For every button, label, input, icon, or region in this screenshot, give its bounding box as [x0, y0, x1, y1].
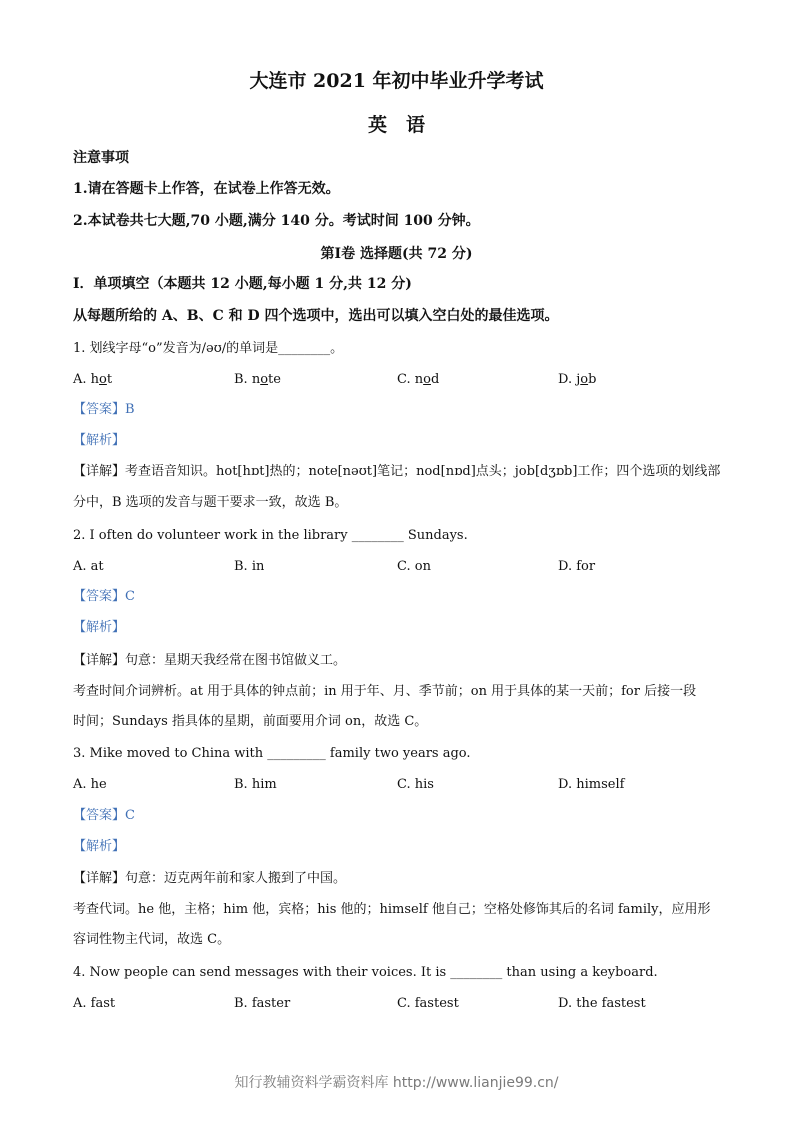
- q2-analysis-label: 【解析】: [73, 620, 126, 635]
- q4-option-b: B. faster: [234, 996, 291, 1011]
- q2-stem: 2. I often do volunteer work in the library ________ Sundays.: [73, 528, 468, 543]
- notes-heading: 注意事项: [73, 150, 129, 166]
- q1-option-c: C. nod: [397, 372, 440, 387]
- q3-option-a: A. he: [73, 777, 107, 792]
- q3-analysis-label: 【解析】: [73, 839, 126, 854]
- q2-detail-line3: 时间；Sundays 指具体的星期，前面要用介词 on，故选 C。: [73, 714, 428, 729]
- subject-title: 英 语: [367, 114, 425, 136]
- note-1: 1.请在答题卡上作答，在试卷上作答无效。: [73, 181, 340, 197]
- q4-option-c: C. fastest: [397, 996, 459, 1011]
- q3-answer: 【答案】C: [73, 808, 135, 823]
- q1-stem: 1. 划线字母“o”发音为/əʊ/的单词是________。: [73, 341, 344, 356]
- q1-analysis-label: 【解析】: [73, 433, 126, 448]
- q3-detail-line2: 考查代词。he 他，主格；him 他，宾格；his 他的；himself 他自己；空格处修饰其后的名词 family，应用形: [73, 902, 711, 917]
- q3-option-b: B. him: [234, 777, 277, 792]
- q3-stem: 3. Mike moved to China with _________ family two years ago.: [73, 746, 471, 761]
- part-title: 第Ⅰ卷 选择题(共 72 分): [320, 246, 473, 262]
- q1-option-d: D. job: [558, 372, 597, 387]
- section-title: Ⅰ．单项填空（本题共 12 小题,每小题 1 分,共 12 分): [73, 276, 412, 292]
- q3-option-c: C. his: [397, 777, 434, 792]
- q1-answer: 【答案】B: [73, 402, 135, 417]
- q2-detail-line2: 考查时间介词辨析。at 用于具体的钟点前；in 用于年、月、季节前；on 用于具体的某一天前；for 后接一段: [73, 684, 697, 699]
- note-2: 2.本试卷共七大题,70 小题,满分 140 分。考试时间 100 分钟。: [73, 213, 480, 229]
- q2-option-b: B. in: [234, 559, 265, 574]
- q4-option-d: D. the fastest: [558, 996, 646, 1011]
- q2-option-d: D. for: [558, 559, 596, 574]
- q4-stem: 4. Now people can send messages with their voices. It is ________ than using a keyboard.: [73, 965, 658, 980]
- exam-title: 大连市 2021 年初中毕业升学考试: [249, 70, 544, 92]
- footer-watermark: 知行教辅资料学霸资料库 http://www.lianjie99.cn/: [234, 1075, 559, 1091]
- q1-detail-line2: 分中，B 选项的发音与题干要求一致，故选 B。: [73, 495, 348, 510]
- q1-detail-line1: 【详解】考查语音知识。hot[hɒt]热的；note[nəʊt]笔记；nod[nɒd]点头；job[dʒɒb]工作；四个选项的划线部: [73, 464, 721, 479]
- q2-answer: 【答案】C: [73, 589, 135, 604]
- q2-option-c: C. on: [397, 559, 431, 574]
- q1-option-b: B. note: [234, 372, 281, 387]
- q1-option-a: A. hot: [73, 372, 113, 387]
- q3-detail-line3: 容词性物主代词，故选 C。: [73, 932, 231, 947]
- q3-option-d: D. himself: [558, 777, 625, 792]
- q3-detail-line1: 【详解】句意：迈克两年前和家人搬到了中国。: [73, 871, 347, 886]
- q2-detail-line1: 【详解】句意：星期天我经常在图书馆做义工。: [73, 653, 347, 668]
- q4-option-a: A. fast: [73, 996, 116, 1011]
- q2-option-a: A. at: [73, 559, 104, 574]
- section-instruction: 从每题所给的 A、B、C 和 D 四个选项中，选出可以填入空白处的最佳选项。: [73, 308, 559, 324]
